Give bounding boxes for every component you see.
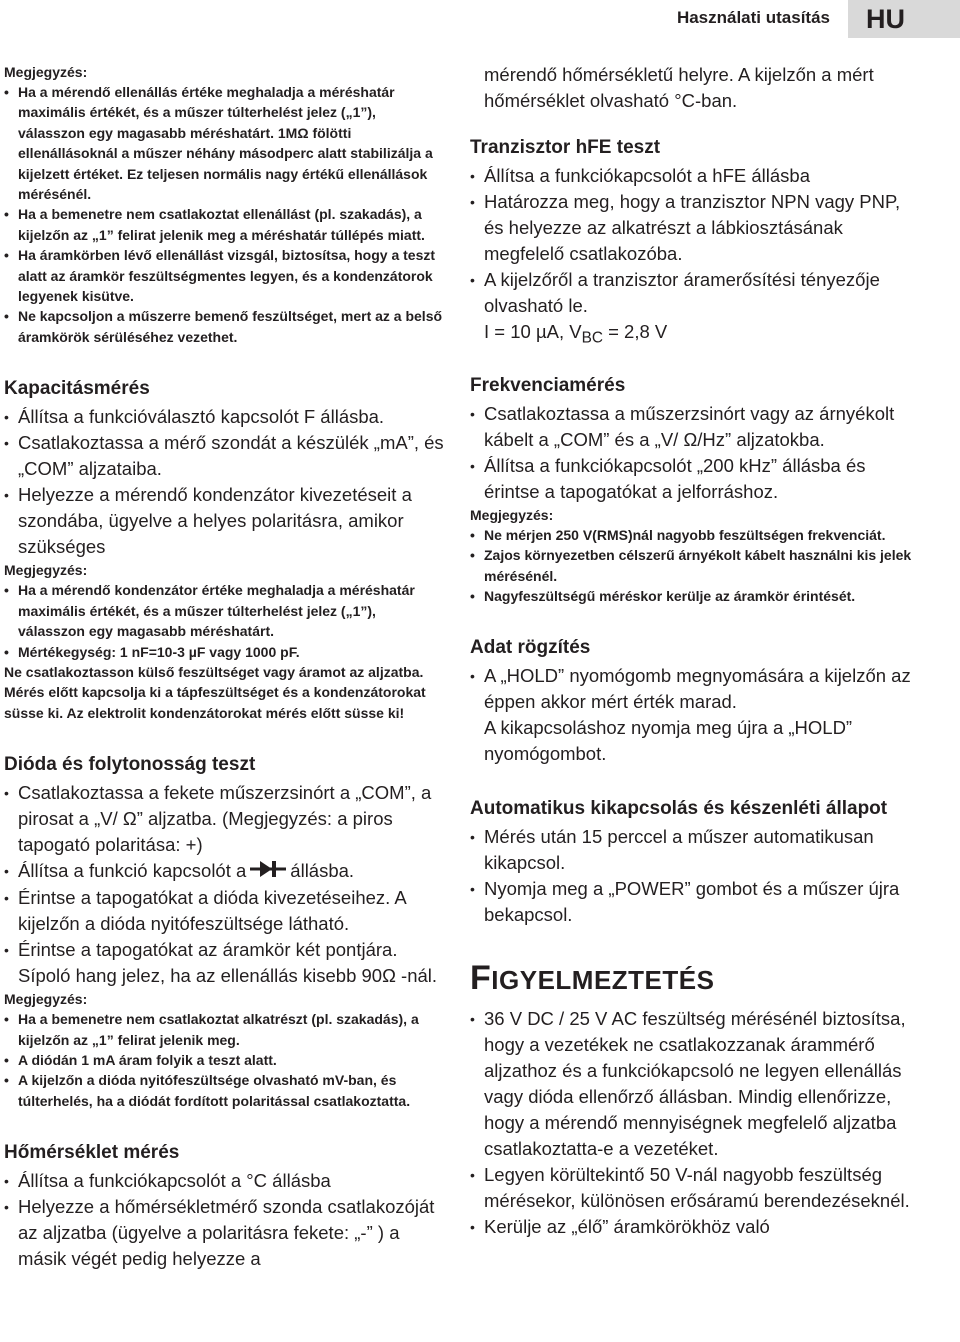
diode-steps [4,780,444,989]
list-item: • Csatlakoztassa a műszerzsinórt vagy az árnyékolt kábelt a „COM” és a „V/ Ω/Hz” aljzatokba. [470,401,922,453]
list-item: • Állítsa a funkciókapcsolót a °C állásba [4,1168,444,1194]
resistance-notes [4,82,444,347]
section-title-frequency: Frekvenciamérés [470,374,626,396]
diode-symbol-icon [250,859,286,885]
list-item: • A diódán 1 mA áram folyik a teszt alatt. [4,1050,444,1070]
list-item: • Nagyfeszültségű méréskor kerülje az áramkör érintését. [470,586,922,606]
hold-continued: A kikapcsoláshoz nyomja meg újra a „HOLD” nyomógombot. [484,717,853,765]
list-item [4,858,444,885]
warning-title-rest: IGYELMEZTETÉS [491,965,715,996]
list-item: • Helyezze a hőmérsékletmérő szonda csatlakozóját az aljzatba (ügyelve a polaritásra fekete: „-” ) a másik végét pedig helyezze a [4,1194,444,1272]
list-item: • Ha áramkörben lévő ellenállást vizsgál, biztosítsa, hogy a teszt alatt az áramkör feszültségmentes legyen, és a kondenzátorok legyenek kisütve. [4,245,444,306]
formula-text-end: = 2,8 V [602,321,668,342]
language-badge: HU [848,0,960,38]
right-column [470,62,922,1240]
warning-title-initial: F [470,959,492,998]
hold-steps [470,663,922,715]
list-item: • Ha a mérendő kondenzátor értéke meghaladja a méréshatár maximális értékét, és a műszer túlterhelést jelez („1”), válasszon egy magasabb méréshatárt. [4,580,444,641]
section-title-auto-off: Automatikus kikapcsolás és készenléti állapot [470,798,888,820]
capacitance-steps [4,404,444,560]
list-item: • Csatlakoztassa a mérő szondát a készülék „mA”, és „COM” aljzataiba. [4,430,444,482]
temperature-steps [4,1168,444,1272]
list-item: • Állítsa a funkciókapcsolót „200 kHz” állásba és érintse a tapogatókat a jelforráshoz. [470,453,922,505]
list-item: • Kerülje az „élő” áramkörökhöz való [470,1214,922,1240]
list-item: • Zajos környezetben célszerű árnyékolt kábelt használni kis jelek mérésénél. [470,545,922,586]
hfe-formula [484,319,922,352]
list-item: • Ha a bemenetre nem csatlakoztat alkatrészt (pl. szakadás), a kijelzőn az „1” felirat jelenik meg. [4,1009,444,1050]
warning-title [470,958,922,1000]
list-item: • Állítsa a funkciókapcsolót a hFE állásba [470,163,922,189]
list-item: • A kijelzőről a tranzisztor áramerősítési tényezője olvasható le. [470,267,922,319]
list-item: • A „HOLD” nyomógomb megnyomására a kijelzőn az éppen akkor mért érték marad. [470,663,922,715]
auto-off-steps [470,824,922,928]
list-item: • 36 V DC / 25 V AC feszültség mérésénél biztosítsa, hogy a vezetékek ne csatlakozzanak árammérő aljzathoz és a funkciókapcsoló ne legyen ellenállás vagy dióda ellenőrző állásban. Mindig ellenőrizze, hogy a mérendő mennyiségnek megfelelő aljzatba csatlakoztatta-e a vezetéket. [470,1006,922,1162]
list-item: • Határozza meg, hogy a tranzisztor NPN vagy PNP, és helyezze az alkatrészt a lábkiosztásának megfelelő csatlakozóba. [470,189,922,267]
list-item: • A kijelzőn a dióda nyitófeszültsége olvasható mV-ban, és túlterhelés, ha a diódát fordított polaritással csatlakoztatta. [4,1070,444,1111]
list-item: • Helyezze a mérendő kondenzátor kivezetéseit a szondába, ügyelve a helyes polaritásra, amikor szükséges [4,482,444,560]
list-item: • Ne kapcsoljon a műszerre bemenő feszültséget, mert az a belső áramkörök sérüléséhez vezethet. [4,306,444,347]
list-item: • Ha a mérendő ellenállás értéke meghaladja a méréshatár maximális értékét, és a műszer túlterhelést jelez („1”), válasszon egy magasabb méréshatárt. 1MΩ fölötti ellenállásoknál a műszer néhány másodperc alatt stabilizálja a kijelzett értéket. Ez teljesen normális nagy értékű ellenállások mérésénél. [4,82,444,204]
section-title-capacitance: Kapacitásmérés [4,378,150,400]
note-label: Megjegyzés: [4,991,88,1008]
capacitance-warning: Ne csatlakoztasson külső feszültséget vagy áramot az aljzatba. Mérés előtt kapcsolja ki a tápfeszültséget és a kondenzátorokat süsse ki. Az elektrolit kondenzátorokat mérés előtt süsse ki! [4,663,426,721]
header-title: Használati utasítás [676,8,830,27]
section-title-hold: Adat rögzítés [470,637,591,659]
frequency-steps [470,401,922,505]
list-item: • Érintse a tapogatókat a dióda kivezetéseihez. A kijelzőn a dióda nyitófeszültsége látható. [4,885,444,937]
list-item: • Érintse a tapogatókat az áramkör két pontjára. Sípoló hang jelez, ha az ellenállás kisebb 90Ω -nál. [4,937,444,989]
page-header [0,0,960,38]
note-label: Megjegyzés: [470,506,554,523]
note-label: Megjegyzés: [4,562,88,579]
frequency-notes [470,525,922,607]
left-column [4,62,444,1272]
list-item: • Legyen körültekintő 50 V-nál nagyobb feszültség mérésekor, különösen erősáramú berendezéseknél. [470,1162,922,1214]
list-item: • Csatlakoztassa a fekete műszerzsinórt a „COM”, a pirosat a „V/ Ω” aljzatba. (Megjegyzés: a piros tapogató polaritása: +) [4,780,444,858]
list-item: • Ha a bemenetre nem csatlakoztat ellenállást (pl. szakadás), a kijelzőn az „1” felirat jelenik meg a méréshatár túllépés miatt. [4,204,444,245]
temperature-continued: mérendő hőmérsékletű helyre. A kijelzőn a mért hőmérséklet olvasható °C-ban. [484,64,874,111]
warning-items [470,1006,922,1240]
section-title-diode: Dióda és folytonosság teszt [4,754,256,776]
list-item: • Állítsa a funkcióválasztó kapcsolót F állásba. [4,404,444,430]
hfe-steps [470,163,922,319]
formula-text: I = 10 µA, V [484,321,582,342]
diode-step-text: Állítsa a funkció kapcsolót a [18,860,247,882]
diode-step-text-end: állásba. [290,860,355,882]
note-label: Megjegyzés: [4,64,88,80]
capacitance-notes [4,580,444,662]
list-item: • Mértékegység: 1 nF=10-3 µF vagy 1000 pF. [4,642,444,662]
section-title-hfe: Tranzisztor hFE teszt [470,137,661,158]
list-item: • Mérés után 15 perccel a műszer automatikusan kikapcsol. [470,824,922,876]
list-item: • Ne mérjen 250 V(RMS)nál nagyobb feszültségen frekvenciát. [470,525,922,545]
diode-notes [4,1009,444,1111]
formula-subscript: BC [581,329,603,347]
section-title-temperature: Hőmérséklet mérés [4,1142,180,1164]
list-item: • Nyomja meg a „POWER” gombot és a műszer újra bekapcsol. [470,876,922,928]
